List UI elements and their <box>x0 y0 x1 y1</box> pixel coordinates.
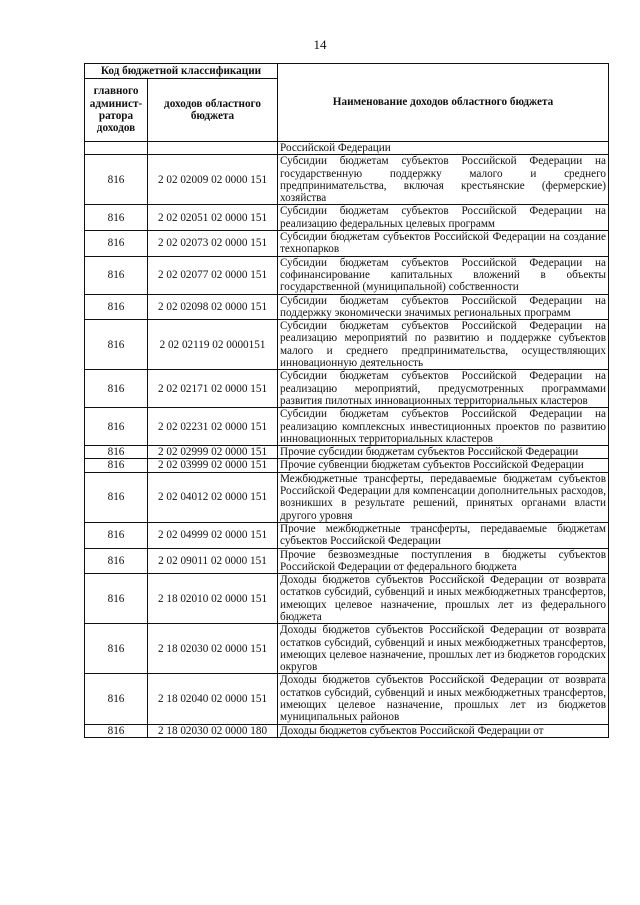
revenue-name-cell: Доходы бюджетов субъектов Российской Федерации от возврата остатков субсидий, субвенций и иных межбюджетных трансфертов, имеющих целевое назначение, прошлых лет из федерального бюджета <box>278 574 609 624</box>
revenue-code-cell: 2 02 02171 02 0000 151 <box>148 370 278 408</box>
revenue-code-cell: 2 18 02040 02 0000 151 <box>148 674 278 724</box>
revenue-code-cell: 2 02 02098 02 0000 151 <box>148 294 278 320</box>
table-row <box>85 231 609 257</box>
admin-code-cell: 816 <box>85 472 148 522</box>
revenue-code-cell: 2 18 02030 02 0000 151 <box>148 624 278 674</box>
revenue-name-cell: Субсидии бюджетам субъектов Российской Федерации на реализацию комплексных инвестиционных проектов по развитию инновационных территориальных кластеров <box>278 408 609 446</box>
revenue-code-cell: 2 02 02051 02 0000 151 <box>148 205 278 231</box>
revenue-name-cell: Субсидии бюджетам субъектов Российской Федерации на поддержку экономически значимых региональных программ <box>278 294 609 320</box>
table-row <box>85 446 609 459</box>
revenue-code-cell: 2 02 03999 02 0000 151 <box>148 459 278 472</box>
table-row <box>85 624 609 674</box>
revenue-name-cell: Субсидии бюджетам субъектов Российской Федерации на реализацию федеральных целевых программ <box>278 205 609 231</box>
revenue-name-cell: Субсидии бюджетам субъектов Российской Федерации на создание технопарков <box>278 231 609 257</box>
revenue-code-cell: 2 02 02119 02 0000151 <box>148 320 278 370</box>
table-body <box>85 142 609 738</box>
revenue-code-cell: 2 02 02077 02 0000 151 <box>148 256 278 294</box>
revenue-code-cell: 2 02 02231 02 0000 151 <box>148 408 278 446</box>
table-header <box>85 64 609 142</box>
admin-code-cell: 816 <box>85 459 148 472</box>
admin-code-cell: 816 <box>85 574 148 624</box>
revenue-name-cell: Субсидии бюджетам субъектов Российской Федерации на софинансирование капитальных вложений в объекты государственной (муниципальной) собственности <box>278 256 609 294</box>
admin-code-cell: 816 <box>85 256 148 294</box>
header-name-column: Наименование доходов областного бюджета <box>278 64 609 142</box>
revenue-code-cell: 2 02 04999 02 0000 151 <box>148 522 278 548</box>
admin-code-cell: 816 <box>85 446 148 459</box>
revenue-name-cell: Прочие безвозмездные поступления в бюджеты субъектов Российской Федерации от федерального бюджета <box>278 548 609 574</box>
table-row <box>85 574 609 624</box>
admin-code-cell: 816 <box>85 548 148 574</box>
revenue-name-cell: Прочие межбюджетные трансферты, передаваемые бюджетам субъектов Российской Федерации <box>278 522 609 548</box>
continuation-code-cell <box>148 142 278 155</box>
admin-code-cell: 816 <box>85 320 148 370</box>
table-row <box>85 408 609 446</box>
admin-code-cell: 816 <box>85 724 148 737</box>
revenue-name-cell: Субсидии бюджетам субъектов Российской Федерации на реализацию мероприятий по развитию и поддержке субъектов малого и среднего предпринимательства, осуществляющих инновационную деятельность <box>278 320 609 370</box>
admin-code-cell: 816 <box>85 294 148 320</box>
admin-code-cell: 816 <box>85 205 148 231</box>
revenue-name-cell: Субсидии бюджетам субъектов Российской Федерации на реализацию мероприятий, предусмотренных программами развития пилотных инновационных территориальных кластеров <box>278 370 609 408</box>
table-row <box>85 155 609 205</box>
table-row <box>85 370 609 408</box>
header-group-title: Код бюджетной классификации <box>85 64 278 79</box>
revenue-name-cell: Доходы бюджетов субъектов Российской Федерации от возврата остатков субсидий, субвенций и иных межбюджетных трансфертов, имеющих целевое назначение, прошлых лет из бюджетов городских округов <box>278 624 609 674</box>
admin-code-cell: 816 <box>85 624 148 674</box>
page-number: 14 <box>313 37 327 52</box>
table-row <box>85 459 609 472</box>
revenue-code-cell: 2 02 02999 02 0000 151 <box>148 446 278 459</box>
revenue-code-cell: 2 18 02010 02 0000 151 <box>148 574 278 624</box>
table-row <box>85 205 609 231</box>
revenue-name-cell: Прочие субвенции бюджетам субъектов Российской Федерации <box>278 459 609 472</box>
revenue-name-cell: Доходы бюджетов субъектов Российской Федерации от возврата остатков субсидий, субвенций и иных межбюджетных трансфертов, имеющих целевое назначение, прошлых лет из бюджетов муниципальных районов <box>278 674 609 724</box>
revenue-code-cell: 2 02 02009 02 0000 151 <box>148 155 278 205</box>
header-admin-column: главного админист-ратора доходов <box>85 79 148 142</box>
table-row <box>85 522 609 548</box>
budget-classification-table <box>84 63 609 738</box>
revenue-name-cell: Доходы бюджетов субъектов Российской Федерации от <box>278 724 609 737</box>
continuation-admin-cell <box>85 142 148 155</box>
table-row <box>85 256 609 294</box>
admin-code-cell: 816 <box>85 370 148 408</box>
header-code-column: доходов областного бюджета <box>148 79 278 142</box>
revenue-name-cell: Субсидии бюджетам субъектов Российской Федерации на государственную поддержку малого и среднего предпринимательства, включая крестьянские (фермерские) хозяйства <box>278 155 609 205</box>
revenue-name-cell: Межбюджетные трансферты, передаваемые бюджетам субъектов Российской Федерации для компенсации дополнительных расходов, возникших в результате решений, принятых органами власти другого уровня <box>278 472 609 522</box>
table-row <box>85 294 609 320</box>
admin-code-cell: 816 <box>85 231 148 257</box>
table-row <box>85 724 609 737</box>
revenue-code-cell: 2 02 09011 02 0000 151 <box>148 548 278 574</box>
revenue-code-cell: 2 18 02030 02 0000 180 <box>148 724 278 737</box>
continuation-name-cell: Российской Федерации <box>278 142 609 155</box>
table-row <box>85 320 609 370</box>
table-row <box>85 472 609 522</box>
admin-code-cell: 816 <box>85 674 148 724</box>
admin-code-cell: 816 <box>85 408 148 446</box>
table-row <box>85 548 609 574</box>
admin-code-cell: 816 <box>85 522 148 548</box>
table-row <box>85 674 609 724</box>
continuation-row <box>85 142 609 155</box>
revenue-code-cell: 2 02 02073 02 0000 151 <box>148 231 278 257</box>
revenue-name-cell: Прочие субсидии бюджетам субъектов Российской Федерации <box>278 446 609 459</box>
admin-code-cell: 816 <box>85 155 148 205</box>
revenue-code-cell: 2 02 04012 02 0000 151 <box>148 472 278 522</box>
